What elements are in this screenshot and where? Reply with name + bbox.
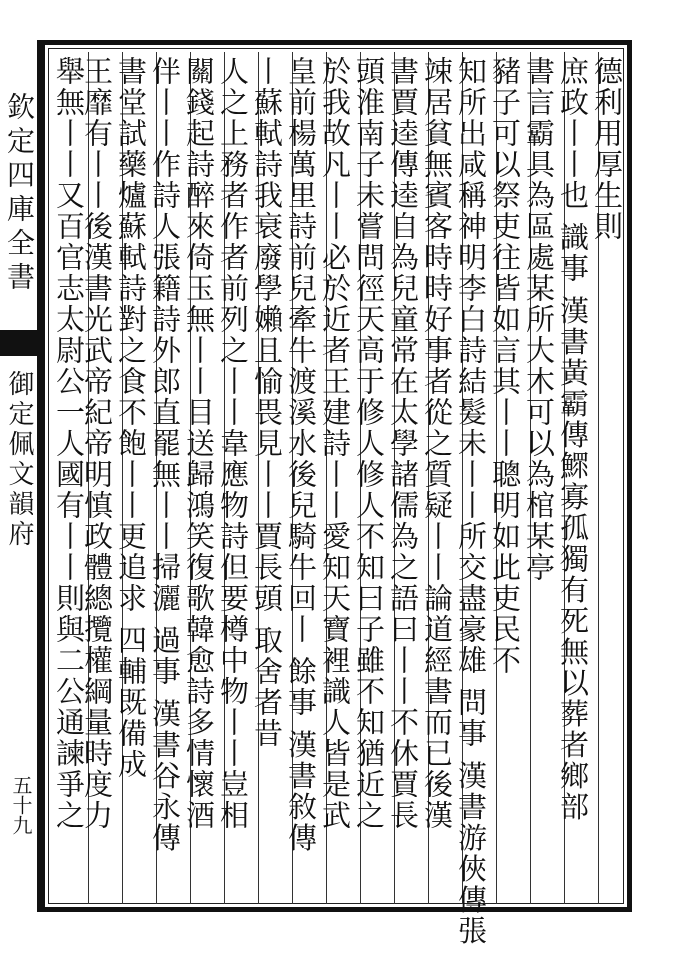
text-column: 頭淮南子未嘗問徑天高于修人修人不知曰子雖不知猶近之	[352, 56, 386, 831]
text-column: 知所出咸稱神明李白詩結髮未丨丨所交盡豪雄 問事 漢書游俠傳張	[454, 56, 488, 947]
text-column: 舉無丨丨又百官志太尉公一人國有丨丨則與二公通諫爭之	[52, 56, 86, 831]
text-column: 關錢起詩醉來倚玉無丨丨目送歸鴻笑復歌韓愈詩多情懷酒	[182, 56, 216, 831]
text-column: 書堂試藥爐蘇軾詩對之食不飽丨丨更追求 四輔既備成	[114, 56, 148, 781]
page-number: 五十九	[9, 775, 33, 835]
text-column: 伴丨丨作詩人張籍詩外郎直罷無丨丨掃灑 過事 漢書谷永傳	[148, 56, 182, 854]
text-column: 庶政丨丨也 識事 漢書黃霸傳鰥寡孤獨有死無以葬者鄉部	[556, 56, 590, 823]
book-title: 欽定四庫全書	[3, 92, 36, 296]
text-column: 書言霸具為區處某所大木可以為棺某亭	[522, 56, 556, 583]
text-column: 皇前楊萬里詩前兒牽牛渡溪水後兒騎牛回丨 餘事 漢書敘傳	[284, 56, 318, 854]
text-column: 書賈逵傳逵自為兒童常在太學諸儒為之語曰丨丨不休賈長	[386, 56, 420, 831]
text-column: 丨蘇軾詩我衰廢學嬾且愉畏見丨丨賈長頭 取舍者昔	[250, 56, 284, 750]
text-column: 德利用厚生則	[590, 56, 624, 242]
margin-column	[0, 40, 40, 912]
section-title: 御定佩文韻府	[4, 370, 34, 550]
text-column: 豬子可以祭吏往皆如言其丨丨聰明如此吏民不	[488, 56, 522, 676]
fish-tail-mark	[0, 330, 40, 356]
text-column: 於我故凡丨丨必於近者王建詩丨丨愛知天寶裡識人皆是武	[318, 56, 352, 831]
text-column: 人之上務者作者前列之丨丨韋應物詩但要樽中物丨丨豈相	[216, 56, 250, 831]
text-column: 竦居貧無賓客時時好事者從之質疑丨丨論道經書而已後漢	[420, 56, 454, 831]
text-column: 王靡有丨丨後漢書光武帝紀帝明慎政體總攬權綱量時度力	[80, 56, 114, 831]
